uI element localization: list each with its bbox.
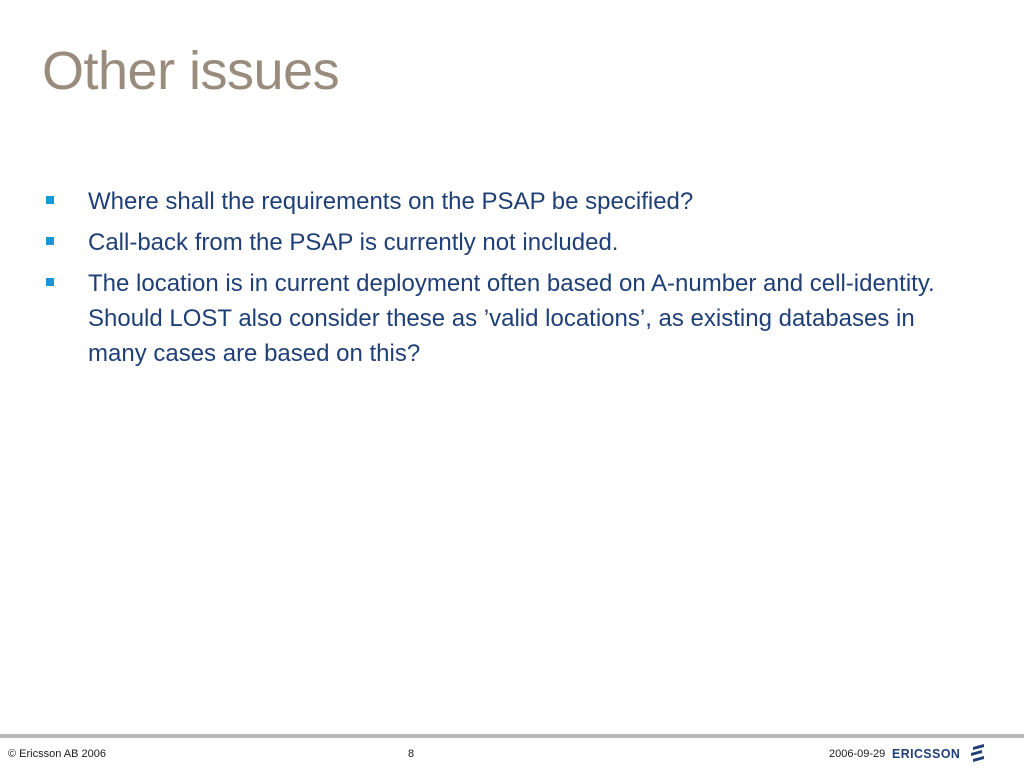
bullet-item [46, 266, 946, 371]
bullet-list [46, 184, 946, 377]
bullet-text: The location is in current deployment often based on A-number and cell-identity. Should LOST also consider these as ’valid locations’, as existing databases in many cases are based on this? [88, 270, 935, 367]
square-bullet-icon [46, 196, 54, 204]
footer-date: 2006-09-29 [829, 748, 886, 760]
page-number: 8 [408, 748, 415, 760]
bullet-item [46, 225, 946, 260]
ericsson-logo [892, 744, 986, 762]
ericsson-logo-icon [970, 744, 986, 762]
logo-wordmark: ERICSSON [892, 745, 961, 761]
square-bullet-icon [46, 237, 54, 245]
footer-copyright: © Ericsson AB 2006 [8, 748, 106, 760]
bullet-item [46, 184, 946, 219]
square-bullet-icon [46, 278, 54, 286]
slide-title: Other issues [42, 41, 340, 101]
bullet-text: Where shall the requirements on the PSAP be specified? [88, 188, 694, 215]
footer-divider [0, 734, 1024, 738]
bullet-text: Call-back from the PSAP is currently not included. [88, 229, 619, 256]
